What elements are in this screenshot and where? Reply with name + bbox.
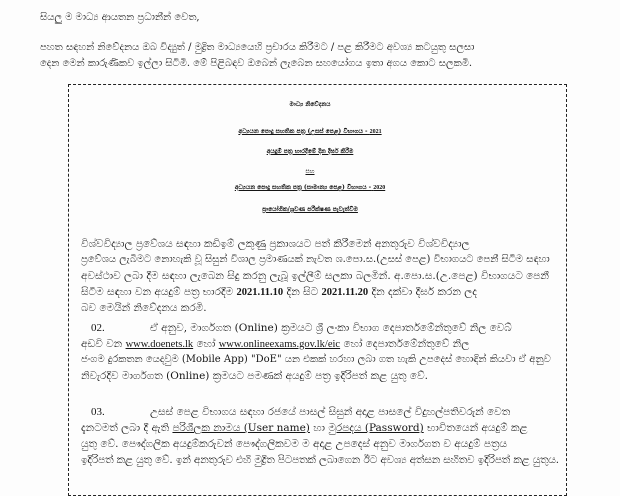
para3-username: පරිශීලක නාමය (User name) bbox=[172, 422, 310, 434]
notice-heading-extension: අයදුම් පත්‍ර භාරදීමේ දින දීර්ඝ කිරීම bbox=[266, 148, 354, 155]
notice-heading-practical: ප්‍රායෝගික/ශ්‍රවණ පරීක්ෂණ පැවැත්වීම bbox=[262, 206, 358, 213]
para1-line-2: ප්‍රවේශය ලැබීමට නොහැකි වූ සිසුන් විශාල ප්‍රමාණයක් නැවත ශ.පො.ස.(උසස් පෙළ) විභාගයට පෙනී සිටීම සඳහා bbox=[81, 254, 550, 265]
para3-line-2-middle: හා bbox=[313, 422, 325, 434]
salutation: සියලු ම මාධ්‍ය ආයතන ප්‍රධානීන් වෙත, bbox=[40, 12, 200, 23]
notice-heading-ol-year: 2020 bbox=[373, 185, 386, 191]
para2-url-onlineexams[interactable]: www.onlineexams.gov.lk/eic bbox=[218, 339, 341, 350]
notice-heading-and: සහ bbox=[305, 168, 315, 175]
notice-title: මාධ්‍ය නිවේදනය bbox=[289, 101, 331, 108]
para1-line-1: විශ්වවිද්‍යාල ප්‍රවේශය සඳහා කඩිඉම් ලකුණු ප්‍රකාශයට පත් කිරීමෙන් අනතුරුව විශ්වවිද්‍යාල bbox=[81, 238, 470, 250]
para1-line-3: අවස්ථාව ලබා දීම සඳහා ලැබෙන සිදු කරනු ලැබූ ඉල්ලීම් සලකා බලමින්. අ.පො.ස.(උ.පෙළ) විභාගයට පෙනී bbox=[81, 270, 549, 282]
notice-heading-ol-text: අධ්‍යයන පොදු සහතික පත්‍ර (සාමාන්‍ය පෙළ) විභාගය - bbox=[234, 184, 372, 191]
para2-line-2 bbox=[81, 338, 469, 351]
notice-heading-al-year: 2021 bbox=[369, 129, 382, 135]
notice-heading-al bbox=[0, 128, 620, 136]
intro-line-1: පහත සඳහන් නිවේදනය ඔබ විද්‍යුත් / මුද්‍රිත මාධ්‍යයෙහි ප්‍රචාරය කිරීමට / පළ කිරීමට අවශ්‍ය කටයුතු සලසා bbox=[40, 42, 475, 53]
para1-line-4-after: දින දක්වා දීර්ඝ කරන ලද bbox=[371, 286, 477, 298]
para2-line-2-suffix: හෝ දෙපාර්තමේන්තුවේ නිල bbox=[343, 338, 470, 350]
para2-line-3: ජංගම දුරකතන යෙදවුම (Mobile App) "DoE" යන එකක් හරහා ලබා ගත හැකි උපදෙස් හොඳින් කියවා ඒ අනුව bbox=[81, 354, 551, 365]
para1-date-to: 2021.11.20 bbox=[321, 287, 369, 298]
para1-date-from: 2021.11.10 bbox=[236, 287, 284, 298]
para3-line-1: උසස් පෙළ විභාගය සඳහා රජයේ පාසල් සිසුන් අදාළ පාසලේ විදුහල්පතිවරුන් වෙත bbox=[150, 406, 511, 418]
para2-number: 02. bbox=[91, 322, 105, 334]
notice-heading-al-text: අධ්‍යයන පොදු සහතික පත්‍ර (උසස් පෙළ) විභාගය - bbox=[238, 128, 368, 135]
para3-line-2-prefix: දැනටමත් ලබා දී ඇති bbox=[81, 422, 170, 434]
para1-line-5: බව මෙයින් නිවේදනය කරමි. bbox=[81, 302, 207, 314]
para3-password: මුරපදය (Password) bbox=[328, 422, 424, 434]
para2-line-4: නිවැරදිව මාර්ගගත (Online) ක්‍රමයට පමණක් අයදුම් පත්‍ර ඉදිරිපත් කළ යුතු වේ. bbox=[81, 370, 428, 382]
para3-number: 03. bbox=[91, 406, 105, 418]
para1-line-4-before: සිටීම සඳහා වන අයදුම් පත්‍ර භාරදීම bbox=[81, 286, 234, 298]
para2-line-2-prefix: අඩවි වන bbox=[81, 338, 123, 350]
para2-line-1: ඒ අනුව, මාර්ගගත (Online) ක්‍රමයට ශ්‍රී ලංකා විභාග දෙපාර්තමේන්තුවේ නිල වෙබ් bbox=[150, 322, 512, 334]
para3-line-2-suffix: භාවිතයෙන් අයදුම් කළ bbox=[427, 422, 528, 434]
para2-line-2-middle: හෝ bbox=[196, 338, 216, 350]
para2-url-doenets[interactable]: www.doenets.lk bbox=[125, 339, 194, 350]
notice-heading-ol bbox=[0, 184, 620, 192]
para1-line-4 bbox=[81, 286, 477, 299]
para3-line-3: යුතු වේ. පෞද්ගලික අයදුම්කරුවන් පෞද්ගලිකවම ම අදාළ උපදෙස් අනුව මාර්ගගත ව අයදුම් පත්‍රය bbox=[81, 438, 508, 450]
intro-line-2: දෙන මෙන් කාරුණිකව ඉල්ලා සිටිමි. මේ පිළිබඳව ඔබෙන් ලැබෙන සහයෝගය ඉතා අගය කොට සලකමි. bbox=[40, 58, 473, 69]
para3-line-4: ඉදිරිපත් කළ යුතු වේ. ඉන් අනතුරුව එහි මුද්‍රිත පිටපතක් ලබාගෙන ඊට අවශ්‍ය අත්සන සහිතව ඉදිරිපත් කළ යුතුය. bbox=[81, 454, 560, 466]
para3-line-2 bbox=[81, 422, 528, 435]
para1-line-4-middle: දින සිට bbox=[286, 286, 319, 298]
